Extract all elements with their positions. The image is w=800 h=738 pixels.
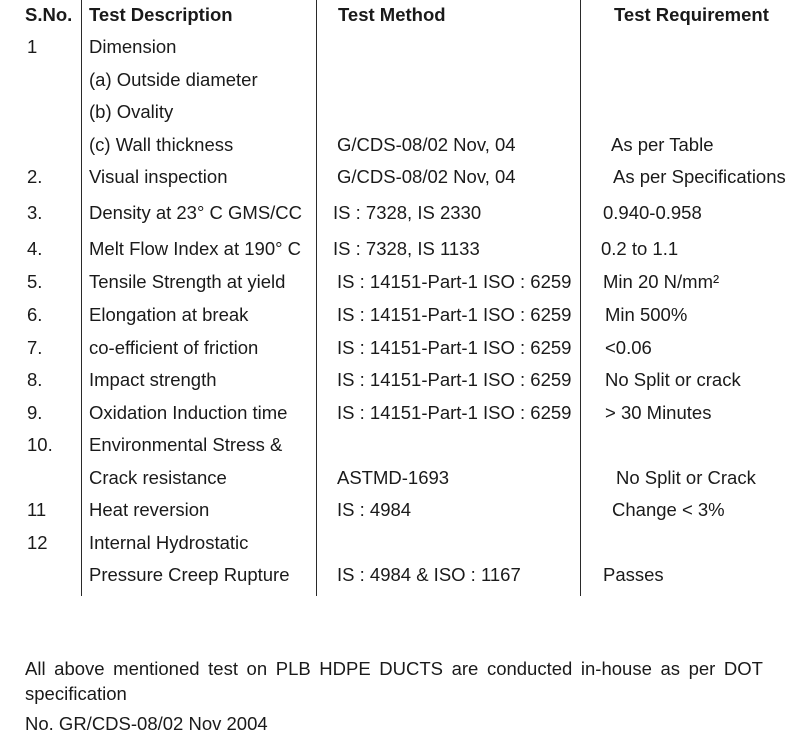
row-4-method: G/CDS-08/02 Nov, 04 [337,134,516,155]
row-17-description: Pressure Creep Rupture [89,564,290,585]
row-5-requirement: As per Specifications [613,166,786,187]
row-13-description: Environmental Stress & [89,434,283,455]
row-17-requirement: Passes [603,564,664,585]
row-6-requirement: 0.940-0.958 [603,202,702,223]
row-11-method: IS : 14151-Part-1 ISO : 6259 [337,369,572,390]
row-1-sno: 1 [27,36,38,57]
header-sno: S.No. [25,4,73,25]
row-12-requirement: > 30 Minutes [605,402,712,423]
row-8-requirement: Min 20 N/mm² [603,271,720,292]
row-14-description: Crack resistance [89,467,227,488]
row-7-method: IS : 7328, IS 1133 [333,238,480,259]
row-9-sno: 6. [27,304,43,325]
row-15-requirement: Change < 3% [612,499,725,520]
row-5-sno: 2. [27,166,43,187]
row-12-sno: 9. [27,402,43,423]
row-14-method: ASTMD-1693 [337,467,450,488]
row-7-requirement: 0.2 to 1.1 [601,238,679,259]
column-divider-3 [580,0,581,596]
row-9-description: Elongation at break [89,304,249,325]
header-test-method: Test Method [338,4,446,25]
header-test-description: Test Description [89,4,233,25]
row-12-method: IS : 14151-Part-1 ISO : 6259 [337,402,572,423]
row-16-description: Internal Hydrostatic [89,532,249,553]
row-15-method: IS : 4984 [337,499,412,520]
row-10-method: IS : 14151-Part-1 ISO : 6259 [337,337,572,358]
row-4-description: (c) Wall thickness [89,134,234,155]
footer-note [25,656,763,736]
row-9-method: IS : 14151-Part-1 ISO : 6259 [337,304,572,325]
column-divider-2 [316,0,317,596]
row-3-description: (b) Ovality [89,101,174,122]
row-11-sno: 8. [27,369,43,390]
row-12-description: Oxidation Induction time [89,402,288,423]
header-test-requirement: Test Requirement [614,4,769,25]
row-14-requirement: No Split or Crack [616,467,756,488]
row-6-method: IS : 7328, IS 2330 [333,202,482,223]
row-5-method: G/CDS-08/02 Nov, 04 [337,166,516,187]
row-6-sno: 3. [27,202,43,223]
row-4-requirement: As per Table [611,134,714,155]
row-2-description: (a) Outside diameter [89,69,258,90]
footer-reference: No. GR/CDS-08/02 Nov 2004 [25,713,268,734]
row-8-sno: 5. [27,271,43,292]
row-10-sno: 7. [27,337,43,358]
row-15-description: Heat reversion [89,499,210,520]
row-15-sno: 11 [27,499,47,520]
row-8-description: Tensile Strength at yield [89,271,286,292]
column-divider-1 [81,0,82,596]
row-7-description: Melt Flow Index at 190° C [89,238,302,259]
row-10-description: co-efficient of friction [89,337,259,358]
row-1-description: Dimension [89,36,177,57]
row-6-description: Density at 23° C GMS/CC [89,202,303,223]
row-13-sno: 10. [27,434,53,455]
row-17-method: IS : 4984 & ISO : 1167 [337,564,521,585]
row-7-sno: 4. [27,238,43,259]
row-11-requirement: No Split or crack [605,369,741,390]
row-16-sno: 12 [27,532,48,553]
row-11-description: Impact strength [89,369,217,390]
row-5-description: Visual inspection [89,166,228,187]
footer-statement: All above mentioned test on PLB HDPE DUCTS are conducted in-house as per DOT specification [25,658,763,704]
row-9-requirement: Min 500% [605,304,688,325]
row-8-method: IS : 14151-Part-1 ISO : 6259 [337,271,572,292]
row-10-requirement: <0.06 [605,337,652,358]
